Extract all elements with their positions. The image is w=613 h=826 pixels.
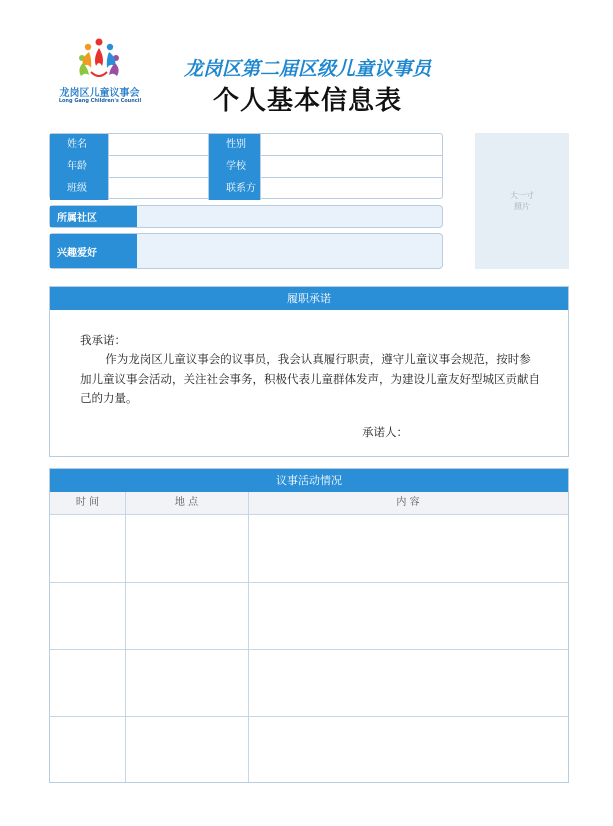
basic-info-table <box>49 133 443 199</box>
activity-content-cell[interactable] <box>249 583 569 649</box>
activity-content-cell[interactable] <box>249 650 569 716</box>
col-location: 地 点 <box>174 497 199 508</box>
name-label: 姓名 <box>50 134 108 156</box>
form-title: 个人基本信息表 <box>212 86 402 116</box>
activity-time-cell[interactable] <box>50 650 125 716</box>
hobbies-label: 兴趣爱好 <box>50 234 137 268</box>
age-label: 年龄 <box>50 156 108 178</box>
activity-location-cell[interactable] <box>126 515 248 582</box>
pledge-text: 作为龙岗区儿童议事会的议事员，我会认真履行职责，遵守儿童议事会规范，按时参加儿童议事会活动，关注社会事务，积极代表儿童群体发声，为建设儿童友好型城区贡献自己的力量。 <box>80 352 540 405</box>
col-content: 内 容 <box>396 497 420 508</box>
contact-field[interactable] <box>260 178 444 200</box>
community-field[interactable] <box>49 205 443 228</box>
info-row-name <box>50 134 442 156</box>
info-row-age <box>50 156 442 178</box>
age-field[interactable] <box>108 156 208 178</box>
pledge-body <box>50 310 568 456</box>
pledge-intro: 我承诺： <box>80 333 126 347</box>
school-field[interactable] <box>260 156 444 178</box>
activity-time-cell[interactable] <box>50 717 125 782</box>
gender-label: 性别 <box>208 134 260 156</box>
activity-time-cell[interactable] <box>50 515 125 582</box>
activity-content-cell[interactable] <box>249 515 569 582</box>
activity-location-cell[interactable] <box>126 583 248 649</box>
form-subtitle: 龙岗区第二届区级儿童议事员 <box>183 58 431 80</box>
activity-location-cell[interactable] <box>126 717 248 782</box>
community-label: 所属社区 <box>50 206 137 227</box>
school-label: 学校 <box>208 156 260 178</box>
pledge-signer-label: 承诺人： <box>362 425 408 439</box>
gender-field[interactable] <box>260 134 444 156</box>
col-time: 时 间 <box>75 497 100 508</box>
activities-header-row <box>50 492 568 515</box>
activity-content-cell[interactable] <box>249 717 569 782</box>
photo-placeholder[interactable] <box>475 133 569 269</box>
logo-chinese-name: 龙岗区儿童议事会 <box>59 88 140 99</box>
hobbies-field[interactable] <box>49 233 443 269</box>
activity-time-cell[interactable] <box>50 583 125 649</box>
info-row-grade <box>50 178 442 200</box>
pledge-heading: 履职承诺 <box>50 287 568 310</box>
contact-label: 联系方 <box>208 178 260 200</box>
name-field[interactable] <box>108 134 208 156</box>
activities-heading: 议事活动情况 <box>50 469 568 492</box>
activities-section <box>49 468 569 783</box>
pledge-section <box>49 286 569 457</box>
activity-location-cell[interactable] <box>126 650 248 716</box>
grade-label: 班级 <box>50 178 108 200</box>
grade-field[interactable] <box>108 178 208 200</box>
logo-english-name: Long Gang Children's Council <box>58 98 142 104</box>
photo-text: 照片 <box>514 202 530 211</box>
photo-size-text: 大一寸 <box>510 191 534 200</box>
children-figures-icon <box>52 38 147 86</box>
